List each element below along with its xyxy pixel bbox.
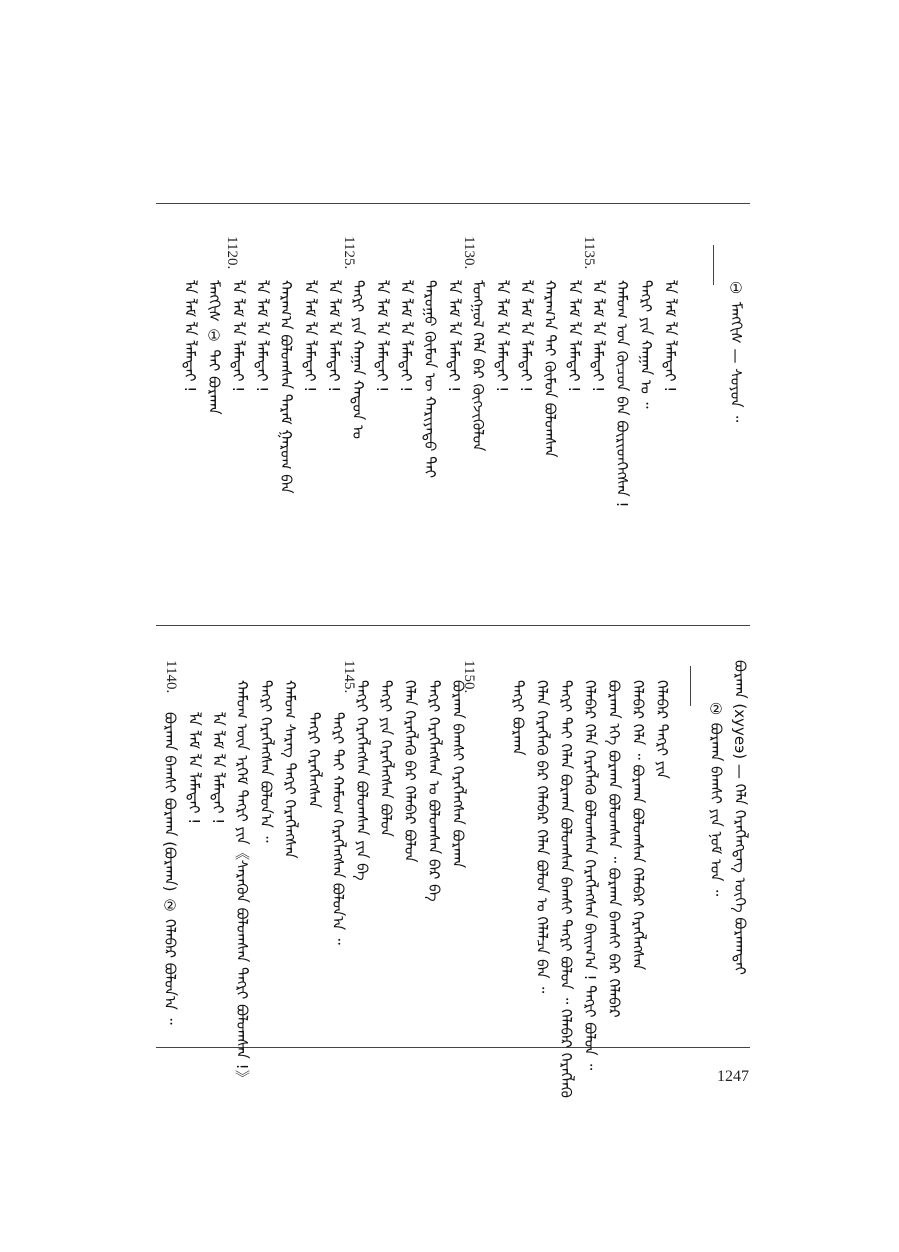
verse-line: ᠬᠠᠮᠤᠭ ᠰᠡᠷᠡᠭ ᠲᠡᠭᠷᠢ ᠬᠡᠷᠡᠭᠯᠡᠭᠰᠡᠨ (281, 680, 299, 859)
verse-line: ᠲᠡᠭᠷᠢ ᠶᠢᠨ ᠬᠠᠭᠠᠨ ᠤ ᠃ (637, 280, 655, 409)
verse-line: ᠯᠠ ᠯᠠᠮ ᠯᠠ ᠯᠠᠮᠠᠲᠠᠢ ! (301, 280, 319, 393)
bottom-footnote-line-2: ᠪᠤᠷᠬᠠᠨ (xyyeэ) — ᠬᠡᠯᠡ ᠬᠡᠷᠡᠭᠯᠡᠭᠳᠡᠭ ᠦᠭᠡ ᠪᠤᠷᠬᠠᠨᠲᠠᠢ (731, 660, 749, 975)
footnote-marker: ② (707, 700, 725, 718)
verse-line: ᠪᠤᠷᠬᠠᠨ ᠪᠠᠭᠰᠢ ᠪᠤᠷᠬᠠᠨ (ᠪᠤᠷᠬᠠᠨ) ② ᠬᠡᠯᠡᠪᠡᠷ ᠪᠤᠯᠤᠨ᠎ᠠ ᠃ (161, 712, 179, 1025)
middle-rule (156, 625, 750, 626)
footnote-text: ᠪᠤᠷᠬᠠᠨ ᠪᠠᠭᠰᠢ ᠶᠢᠨ ᠨᠣᠮ ᠤᠨ ᠃ (707, 722, 725, 897)
verse-line: ᠯᠠ ᠯᠠᠮ ᠯᠠ ᠯᠠᠮᠠᠲᠠᠢ ! (325, 280, 343, 393)
verse-line: ᠯᠠ ᠯᠠᠮ ᠯᠠ ᠯᠠᠮᠠᠲᠠᠢ ! (589, 280, 607, 393)
verse-line: ᠲᠡᠭᠷᠢ ᠪᠤᠷᠬᠠᠨ (509, 680, 527, 756)
verse-line: ᠲᠡᠭᠷᠢ ᠬᠡᠷᠡᠭᠯᠡᠭᠰᠡᠨ ᠪᠣᠯᠤᠭᠰᠠᠨ ᠶᠢᠨ ᠪᠠ (353, 680, 371, 881)
verse-line: ᠲᠡᠭᠷᠢ ᠶᠢᠨ ᠬᠠᠭᠠᠨ ᠬᠠᠲᠤᠨ ᠤ (349, 280, 367, 439)
verse-line: ᠲᠠᠷᠤᠭᠤ ᠬᠥᠮᠦᠨ ᠦ ᠬᠠᠷᠢᠶᠠᠲᠤ ᠲᠠᠢ (421, 280, 439, 479)
line-number: 1120. (224, 236, 240, 270)
verse-line: ᠬᠠᠮᠤᠭ ᠦᠨ ᠡᠷᠬᠡᠮ ᠲᠡᠭᠷᠢ ᠶᠢᠨ《ᠰᠡᠷᠡᠭᠦᠨ ᠪᠤᠯᠤᠭᠰᠠᠨ ᠲᠡᠭᠷᠢ ᠪᠤᠯᠤᠭᠰᠠᠨ !》 (233, 680, 251, 1085)
line-number: 1150. (461, 660, 477, 694)
verse-line: ᠯᠠ ᠯᠠᠮ ᠯᠠ ᠯᠠᠮᠠᠲᠠᠢ ! (565, 280, 583, 393)
top-rule (156, 203, 750, 204)
line-number: 1125. (341, 236, 357, 270)
verse-line: ᠬᠡᠯᠡᠨ ᠬᠡᠷᠡᠭᠯᠡᠬᠦ ᠪᠡᠷ ᠬᠡᠯᠡᠪᠡᠷ ᠪᠤᠯᠤᠨ (401, 680, 419, 863)
verse-line: ᠪᠤᠷᠬᠠᠨ ᠡᠭᠡ ᠪᠤᠷᠬᠠᠨ ᠪᠤᠯᠤᠭᠰᠠᠨ ᠃ ᠪᠤᠷᠬᠠᠨ ᠪᠠᠭᠰᠢ ᠪᠡᠷ ᠬᠡᠯᠡᠪᠡᠷ (605, 680, 623, 1018)
footnote-marker: ① (727, 279, 745, 297)
verse-line: ᠯᠠ ᠯᠠᠮ ᠯᠠ ᠯᠠᠮᠠᠲᠠᠢ ! (209, 712, 227, 825)
footnote-text: ᠮᠠᠩᠭᠢᠰ — ᠰᠤᠶᠤᠨ ᠃ (727, 301, 745, 423)
bottom-footnote (706, 700, 726, 896)
line-number: 1145. (341, 660, 357, 694)
verse-line: ᠲᠡᠭᠷᠢ ᠶᠢᠨ ᠬᠡᠷᠡᠭᠯᠡᠭᠰᠡᠨ ᠪᠤᠯᠤᠨ (377, 680, 395, 837)
verse-line: ᠯᠠ ᠯᠠᠮ ᠯᠠ ᠯᠠᠮᠠᠲᠠᠢ ! (517, 280, 535, 393)
verse-line: ᠯᠠ ᠯᠠᠮ ᠯᠠ ᠯᠠᠮᠠᠲᠠᠢ ! (181, 280, 199, 393)
page-number: 1247 (717, 1068, 749, 1085)
line-number: 1130. (461, 236, 477, 270)
verse-line: ᠯᠠ ᠯᠠᠮ ᠯᠠ ᠯᠠᠮᠠᠲᠠᠢ ! (229, 280, 247, 393)
line-number: 1140. (163, 660, 179, 694)
verse-line: ᠬᠡᠯᠡᠨ ᠬᠡᠷᠡᠭᠯᠡᠬᠦ ᠪᠡᠷ ᠬᠡᠯᠡᠪᠡᠷ ᠬᠡᠯᠡᠨ ᠪᠤᠯᠤᠨ ᠤ ᠬᠡᠯᠡᠯᠴᠡ ᠪᠡᠨ ᠃ (533, 680, 551, 994)
verse-line: ᠯᠠ ᠯᠠᠮ ᠯᠠ ᠯᠠᠮᠠᠲᠠᠢ ! (253, 280, 271, 393)
verse-line: ᠯᠠ ᠯᠠᠮ ᠯᠠ ᠯᠠᠮᠠᠲᠠᠢ ! (397, 280, 415, 393)
verse-line: ᠯᠠ ᠯᠠᠮ ᠯᠠ ᠯᠠᠮᠠᠲᠠᠢ ! (661, 280, 679, 393)
footnote-divider (690, 666, 691, 706)
verse-line: ᠯᠠ ᠯᠠᠮ ᠯᠠ ᠯᠠᠮᠠᠲᠠᠢ ! (373, 280, 391, 393)
verse-line: ᠯᠠ ᠯᠠᠮ ᠯᠠ ᠯᠠᠮᠠᠲᠠᠢ ! (493, 280, 511, 393)
verse-line: ᠬᠡᠯᠡᠪᠡᠷ ᠬᠡᠯᠡ ᠃ ᠪᠤᠷᠬᠠᠨ ᠪᠤᠯᠤᠭᠰᠠᠨ ᠬᠡᠯᠡᠪᠡᠷ ᠬᠡᠷᠡᠭᠯᠡᠭᠰᠡᠨ (629, 680, 647, 971)
verse-line: ᠬᠠᠷᠠᠭ᠎ᠠ ᠲᠠᠢ ᠬᠦᠮᠦᠨ ᠪᠤᠯᠤᠭᠰᠠᠨ (541, 280, 559, 458)
verse-line: ᠲᠡᠭᠷᠢ ᠲᠠᠢ ᠬᠡᠯᠡᠨ ᠪᠤᠷᠬᠠᠨ ᠪᠤᠯᠤᠭᠰᠠᠨ ᠪᠠᠭᠰᠢ ᠲᠡᠭᠷᠢ ᠪᠤᠯᠤᠨ ᠃ ᠬᠡᠯᠡᠪᠡᠷ ᠬᠡᠷᠡᠭᠯᠡᠬᠦ (557, 680, 575, 1098)
verse-line: ᠬᠡᠯᠡᠪᠡᠷ ᠬᠡᠯᠡ ᠬᠡᠷᠡᠭᠯᠡᠬᠦ ᠪᠤᠯᠤᠭᠰᠠᠨ ᠬᠡᠷᠡᠭᠯᠡᠭᠰᠡᠨ ᠪᠠᠢᠭ᠎ᠠ ! ᠲᠡᠭᠷᠢ ᠪᠤᠯᠤᠨ ᠃ (581, 680, 599, 1071)
verse-line: ᠪᠤᠷᠬᠠᠨ ᠪᠠᠭᠰᠢ ᠬᠡᠷᠡᠭᠯᠡᠭᠰᠡᠨ ᠪᠤᠷᠬᠠᠨ (449, 680, 467, 869)
verse-line: ᠲᠡᠭᠷᠢ ᠬᠡᠷᠡᠭᠯᠡᠭᠰᠡᠨ ᠤ ᠪᠤᠯᠤᠭᠰᠠᠨ ᠪᠡᠷ ᠪᠠ (425, 680, 443, 902)
verse-line: ᠲᠡᠭᠷᠢ ᠬᠡᠷᠡᠭᠯᠡᠭᠰᠡᠨ (305, 712, 323, 808)
line-number: 1135. (581, 236, 597, 270)
verse-line: ᠯᠠ ᠯᠠᠮ ᠯᠠ ᠯᠠᠮᠠᠲᠠᠢ ! (185, 712, 203, 825)
top-footnote (726, 279, 746, 422)
verse-line: ᠮᠠᠩᠭᠢᠰ ① ᠲᠠᠶ ᠪᠤᠷᠬᠠᠨ (205, 280, 223, 415)
verse-line: ᠮᠣᠩᠭᠣᠯ ᠬᠡᠯᠡ ᠪᠡᠷ ᠬᠥᠭᠵᠢᠭᠦᠯᠦᠨ (469, 280, 487, 452)
verse-line: ᠬᠠᠮᠤᠭ ᠤᠨ ᠬᠦᠴᠦᠨ ᠪᠡᠨ ᠪᠦᠷᠢᠳᠬᠡᠭᠰᠡᠨ ! (613, 280, 631, 508)
footnote-divider (713, 245, 714, 285)
verse-line: ᠬᠠᠷᠠᠭ᠎ᠠ ᠪᠤᠯᠤᠭᠰᠠᠨ ᠲᠠᠷᠠᠮ ᠭᠠᠷᠤᠭ ᠪᠠᠨ (277, 280, 295, 494)
verse-line: ᠲᠡᠭᠷᠢ ᠲᠠᠢ ᠬᠠᠮᠤᠭ ᠬᠡᠷᠡᠭᠯᠡᠭᠰᠡᠨ ᠪᠤᠯᠤᠨ᠎ᠠ ᠃ (329, 712, 347, 945)
verse-line: ᠬᠡᠯᠡᠪᠡᠷ ᠲᠡᠭᠷᠢ ᠶᠢᠨ (653, 680, 671, 779)
verse-line: ᠲᠡᠭᠷᠢ ᠬᠡᠷᠡᠭᠯᠡᠭᠰᠡᠨ ᠪᠤᠯᠤᠨ᠎ᠠ ᠃ (257, 680, 275, 843)
verse-line: ᠯᠠ ᠯᠠᠮ ᠯᠠ ᠯᠠᠮᠠᠲᠠᠢ ! (445, 280, 463, 393)
